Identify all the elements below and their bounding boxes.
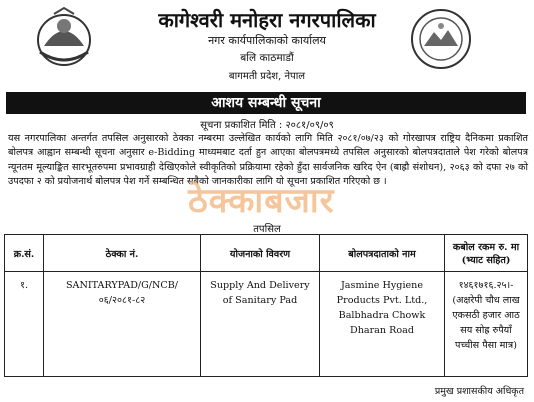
watermark-logo: ठेक्काबजार	[188, 181, 335, 221]
col-header-sn: क्र.सं.	[5, 235, 44, 272]
col-header-description: योजनाको विवरण	[201, 235, 320, 272]
municipality-seal-icon	[410, 8, 472, 70]
cell-contract-no: SANITARYPAD/G/NCB/०६/२०८१-८२	[44, 272, 201, 377]
cell-amount: १४६१७१६.२५।- (अक्षरेपी चौध लाख एकसठी हजार आठ सय सोह्र रुपैयाँ पच्चीस पैसा मात्र)	[445, 272, 528, 377]
notice-title-banner: आशय सम्बन्धी सूचना	[6, 92, 526, 114]
published-date: सूचना प्रकाशित मिति : २०८१/०९/०९	[200, 120, 334, 131]
notice-header	[0, 0, 534, 92]
cell-bidder: Jasmine Hygiene Products Pvt. Ltd., Balbhadra Chowk Dharan Road	[320, 272, 445, 377]
office-location: बलि काठमाडौं	[240, 52, 294, 64]
col-header-amount: कबोल रकम रु. मा (भ्याट सहित)	[445, 235, 528, 272]
municipality-name: कागेश्वरी मनोहरा नगरपालिका	[158, 8, 376, 32]
award-table	[4, 234, 528, 377]
table-row	[5, 272, 528, 377]
signatory: प्रमुख प्रशासकीय अधिकृत	[434, 386, 524, 397]
cell-description: Supply And Delivery of Sanitary Pad	[201, 272, 320, 377]
col-header-bidder: बोलपत्रदाताको नाम	[320, 235, 445, 272]
province-name: बागमती प्रदेश, नेपाल	[228, 71, 306, 82]
schedule-label: तपसिल	[253, 224, 281, 235]
table-header-row	[5, 235, 528, 272]
office-name: नगर कार्यपालिकाको कार्यालय	[208, 34, 326, 47]
col-header-contract: ठेक्का नं.	[44, 235, 201, 272]
cell-sn: १.	[5, 272, 44, 377]
notice-body: यस नगरपालिका अन्तर्गत तपसिल अनुसारको ठेक्का नम्बरमा उल्लेखित कार्यको लागि मिति २०८१/०७/२३ को गोरखापत्र राष्ट्रिय दैनिकमा प्रकाशित बोलपत्र आह्वान सम्बन्धी सूचना अनुसार e-Bidding माध्यमबाट दर्ता हुन आएका बोलपत्रमध्ये तपसिल अनुसारको बोलपत्रदाताले पेश गरेको बोलपत्र न्यूनतम मूल्याङ्कित सारभूतरुपमा प्रभावग्राही देखिएकोले स्वीकृतिको प्रक्रियामा रहेको हुँदा सार्वजनिक खरिद ऐन (बाह्रौ संशोधन), २०६३ को दफा २७ को उपदफा २ को प्रयोजनार्थ बोलपत्र पेश गर्ने सम्बन्धित सबैको जानकारीका लागि यो सूचना प्रकाशित गरिएको छ ।	[8, 133, 528, 187]
